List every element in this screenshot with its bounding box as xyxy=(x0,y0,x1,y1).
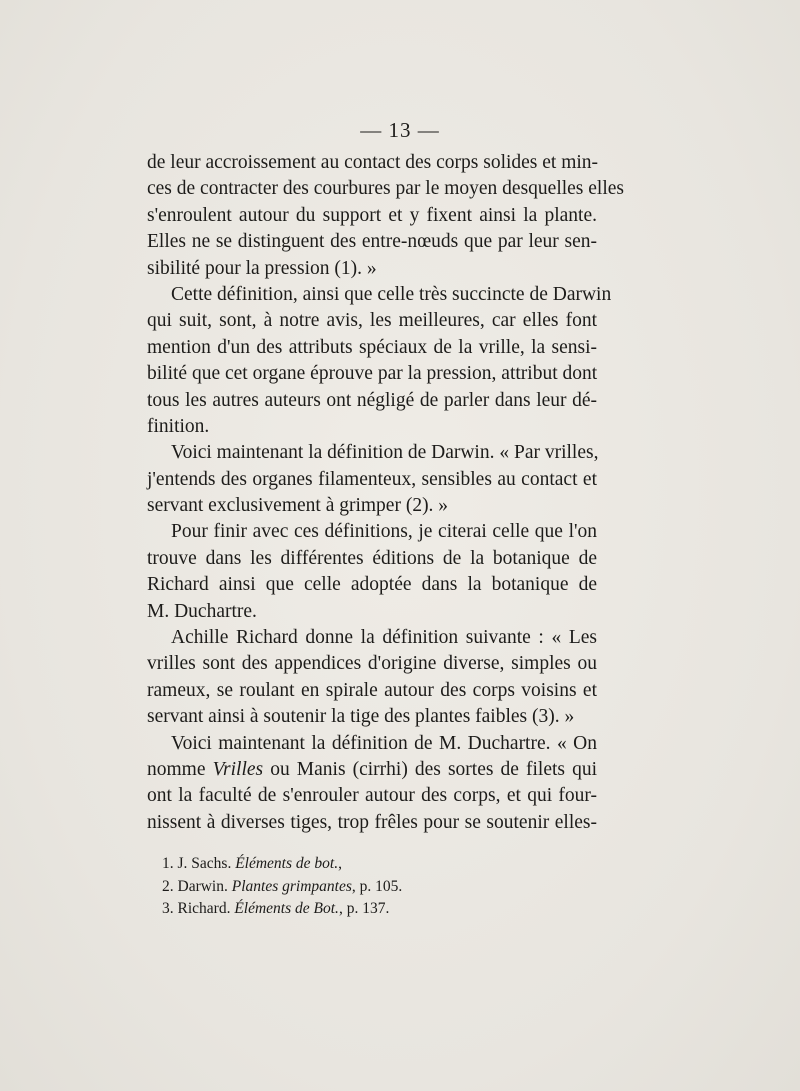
footnote-rest: , p. 105. xyxy=(351,877,403,895)
footnote-number: 2. xyxy=(162,877,174,895)
text-line: tous les autres auteurs ont négligé de parler dans leur dé- xyxy=(147,389,597,411)
text-line: ont la faculté de s'enrouler autour des corps, et qui four- xyxy=(147,785,597,807)
text-line: sibilité pour la pression (1). » xyxy=(147,257,377,279)
footnote-author: J. Sachs. xyxy=(177,855,232,872)
footnote-rest: , xyxy=(338,855,342,872)
footnote xyxy=(162,853,582,876)
text-line: M. Duchartre. xyxy=(147,600,257,622)
text-line: Richard ainsi que celle adoptée dans la botanique de xyxy=(147,574,597,596)
footnotes xyxy=(162,853,582,921)
text-line: s'enroulent autour du support et y fixent ainsi la plante. xyxy=(147,204,597,226)
text-line: Pour finir avec ces définitions, je citerai celle que l'on xyxy=(171,521,597,543)
text-line: Elles ne se distinguent des entre-nœuds que par leur sen- xyxy=(147,231,597,253)
text-line: mention d'un des attributs spéciaux de la vrille, la sensi- xyxy=(147,336,597,358)
text-line: j'entends des organes filamenteux, sensibles au contact et xyxy=(147,468,597,490)
text-line: Cette définition, ainsi que celle très succincte de Darwin xyxy=(171,283,612,305)
text-line: Voici maintenant la définition de M. Duchartre. « On xyxy=(171,732,597,754)
page-number: — 13 — xyxy=(360,118,440,142)
text-line: finition. xyxy=(147,415,210,437)
footnote-author: Darwin. xyxy=(177,877,228,895)
footnote-title: Plantes grimpantes xyxy=(231,877,352,895)
text-line: bilité que cet organe éprouve par la pression, attribut dont xyxy=(147,363,598,385)
text-line: ces de contracter des courbures par le moyen desquelles elles xyxy=(147,178,625,200)
text-line: vrilles sont des appendices d'origine diverse, simples ou xyxy=(147,653,597,675)
text-fragment: ou Manis (cirrhi) des sortes de filets qui xyxy=(263,758,598,780)
footnote-number: 1. xyxy=(162,855,174,872)
text-line: Voici maintenant la définition de Darwin. « Par vrilles, xyxy=(171,442,599,464)
italic-term: Vrilles xyxy=(212,758,264,780)
text-line: qui suit, sont, à notre avis, les meilleures, car elles font xyxy=(147,310,597,332)
text-fragment: nomme xyxy=(147,758,213,780)
text-line: nissent à diverses tiges, trop frêles pour se soutenir elles- xyxy=(147,811,597,833)
text-line: trouve dans les différentes éditions de la botanique de xyxy=(147,547,597,569)
footnote-title: Éléments de bot. xyxy=(235,855,339,872)
text-line: servant ainsi à soutenir la tige des plantes faibles (3). » xyxy=(147,706,575,728)
footnote-rest: , p. 137. xyxy=(338,900,390,917)
footnote-number: 3. xyxy=(162,900,174,917)
footnote xyxy=(162,876,582,899)
text-line xyxy=(147,757,597,783)
footnote xyxy=(162,898,582,921)
text-line: rameux, se roulant en spirale autour des corps voisins et xyxy=(147,679,597,701)
footnote-title: Éléments de Bot. xyxy=(234,900,339,917)
text-line: servant exclusivement à grimper (2). » xyxy=(147,495,449,517)
text-line: Achille Richard donne la définition suivante : « Les xyxy=(171,627,597,649)
body-text xyxy=(147,150,625,836)
text-line: de leur accroissement au contact des corps solides et min- xyxy=(147,152,599,173)
footnote-author: Richard. xyxy=(177,900,231,917)
